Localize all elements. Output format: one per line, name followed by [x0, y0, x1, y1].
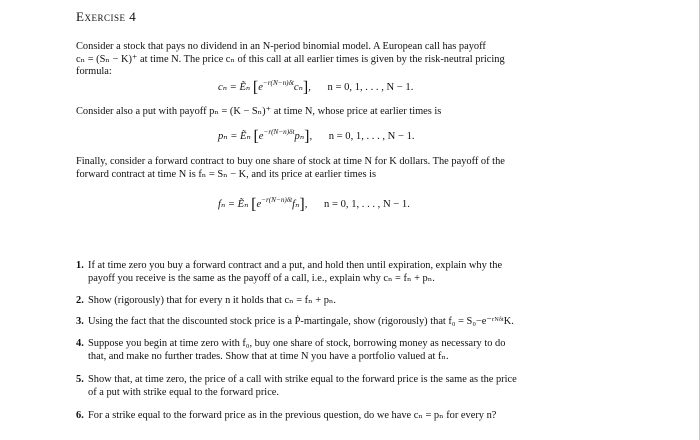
question-number: 3. — [76, 316, 84, 327]
question-3 — [76, 316, 596, 329]
forward-price-formula: fₙ = Ẽₙ $[e^{-r(N-n)\delta t}f_n]$, n = 0, 1, . . . , N − 1. — [218, 196, 410, 213]
question-line: payoff you receive is the same as the payoff of a call, i.e., explain why cₙ = fₙ + pₙ. — [88, 272, 435, 284]
intro-paragraph — [76, 41, 598, 79]
formula-payoff: fₙ — [292, 199, 300, 210]
left-bracket: [ — [253, 128, 259, 145]
question-line: If at time zero you buy a forward contract and a put, and hold then until expiration, explain why the — [88, 260, 503, 271]
question-line: that, and make no further trades. Show that at time N you have a portfolio valued at fₙ. — [88, 350, 449, 362]
exercise-heading: Exercise 4 — [76, 9, 137, 24]
discount-exponent: −r(N−n)δt — [263, 128, 295, 136]
forward-line: forward contract at time N is fₙ = Sₙ − K, and its price at earlier times is — [76, 168, 377, 180]
formula-lhs: cₙ = Ẽₙ — [218, 82, 251, 93]
formula-payoff: cₙ — [293, 82, 303, 93]
question-6 — [76, 410, 596, 423]
put-price-formula: pₙ = Ẽₙ $[e^{-r(N-n)\delta t}p_n]$, n = 0, 1, . . . , N − 1. — [218, 128, 415, 145]
question-number: 1. — [76, 260, 84, 271]
question-1 — [76, 260, 596, 285]
right-bracket: ] — [302, 79, 309, 96]
question-line: Using the fact that the discounted stock price is a Ṗ-martingale, show (rigorously) that f₀ = S₀−e⁻ʳᴺᵟᵗK. — [88, 316, 514, 327]
question-line: For a strike equal to the forward price as in the previous question, do we have cₙ = pₙ for every n? — [88, 410, 497, 421]
question-4 — [76, 338, 596, 363]
forward-line: Finally, consider a forward contract to buy one share of stock at time N for K dollars. The payoff of the — [76, 156, 505, 167]
put-line: Consider also a put with payoff pₙ = (K − Sₙ)⁺ at time N, whose price at earlier times is — [76, 106, 442, 117]
discount-base: e — [256, 199, 262, 210]
left-bracket: [ — [252, 79, 259, 96]
intro-line: formula: — [76, 66, 112, 78]
formula-range: n = 0, 1, . . . , N − 1. — [327, 82, 414, 93]
formula-lhs: fₙ = Ẽₙ — [218, 199, 249, 210]
question-5 — [76, 374, 596, 399]
question-number: 2. — [76, 295, 84, 306]
formula-payoff: pₙ — [294, 131, 305, 142]
formula-lhs: pₙ = Ẽₙ — [218, 131, 251, 142]
discount-base: e — [258, 82, 263, 93]
question-number: 4. — [76, 338, 84, 349]
question-number: 6. — [76, 410, 84, 421]
question-2 — [76, 295, 596, 308]
discount-base: e — [258, 131, 264, 142]
formula-range: n = 0, 1, . . . , N − 1. — [324, 199, 410, 210]
call-price-formula: cₙ = Ẽₙ $[e^{-r(N-n)\delta t}c_n]$, n = 0, 1, . . . , N − 1. — [218, 79, 414, 96]
intro-line: cₙ = (Sₙ − K)⁺ at time N. The price cₙ of this call at all earlier times is given by the risk-neutral pricing — [76, 53, 505, 65]
put-paragraph — [76, 106, 598, 119]
right-bracket: ] — [304, 128, 310, 145]
discount-exponent: −r(N−n)δt — [261, 196, 293, 204]
question-number: 5. — [76, 374, 84, 385]
forward-paragraph — [76, 156, 598, 181]
question-line: Show that, at time zero, the price of a call with strike equal to the forward price is the same as the price — [88, 374, 517, 385]
question-line: Show (rigorously) that for every n it holds that cₙ = fₙ + pₙ. — [88, 295, 336, 306]
intro-line: Consider a stock that pays no dividend in an N-period binomial model. A European call has payoff — [76, 41, 486, 52]
discount-exponent: −r(N−n)δt — [262, 79, 294, 87]
formula-range: n = 0, 1, . . . , N − 1. — [328, 131, 415, 142]
right-bracket: ] — [299, 196, 305, 213]
left-bracket: [ — [251, 196, 257, 213]
question-line: of a put with strike equal to the forward price. — [88, 386, 280, 398]
question-line: Suppose you begin at time zero with f₀, buy one share of stock, borrowing money as necessary to do — [88, 338, 506, 349]
